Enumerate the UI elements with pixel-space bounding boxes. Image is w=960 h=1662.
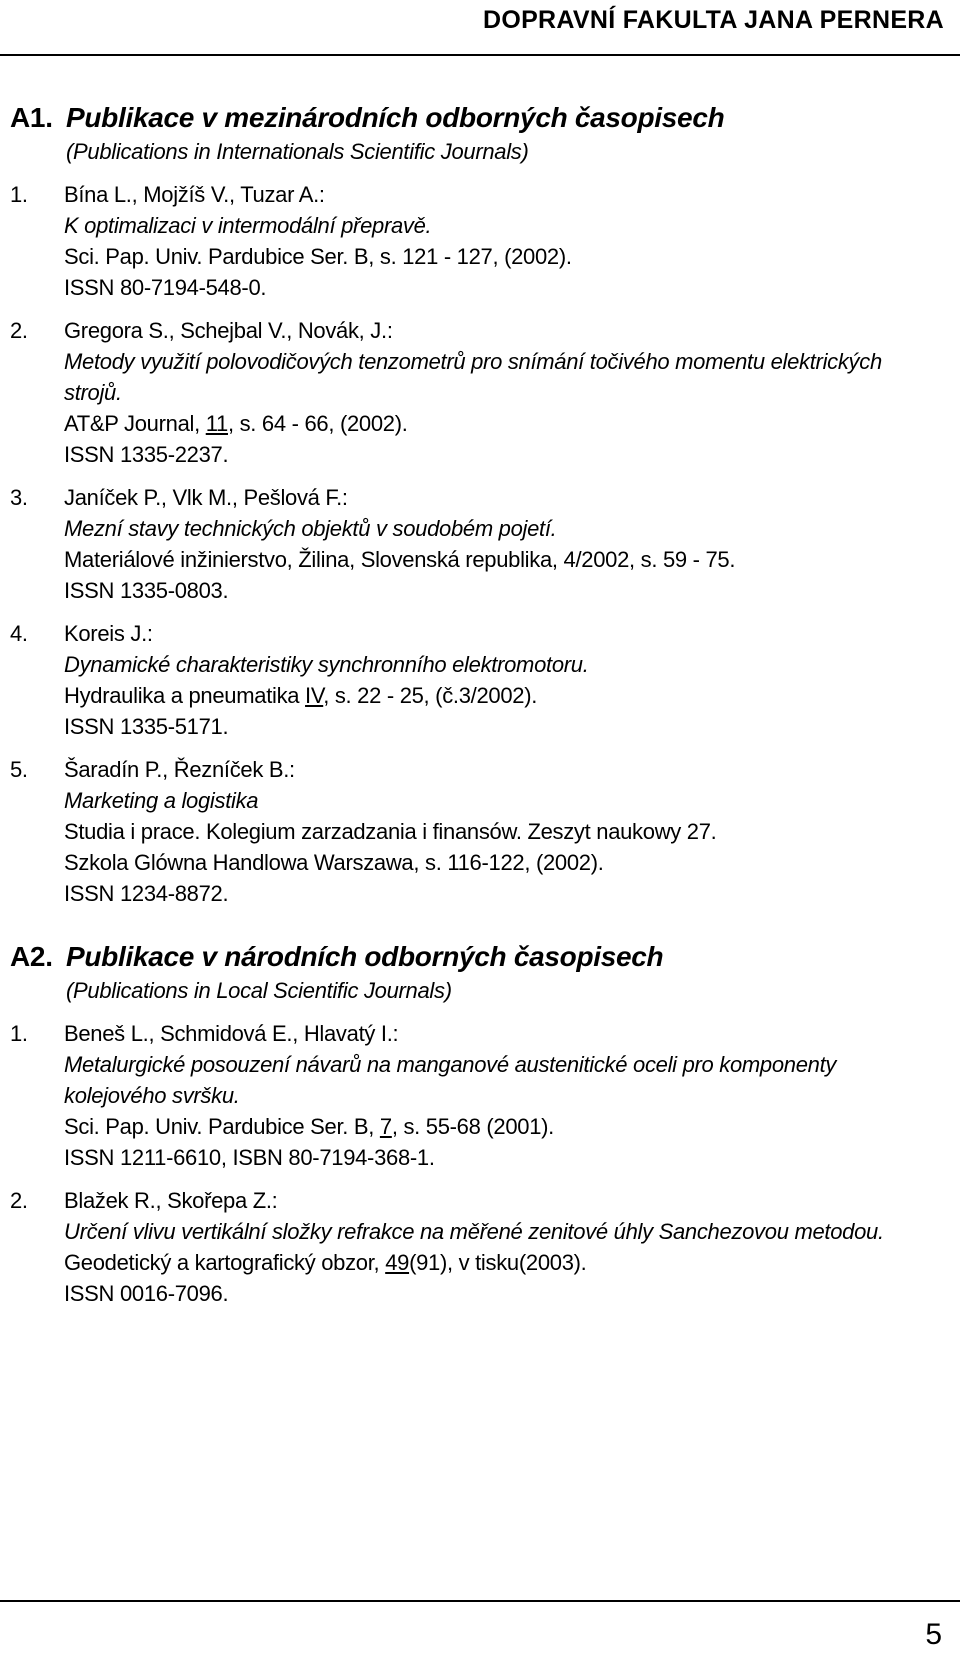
source-text: Sci. Pap. Univ. Pardubice Ser. B, bbox=[64, 1114, 380, 1139]
section-subtitle: (Publications in Internationals Scientific Journals) bbox=[66, 139, 529, 164]
item-authors: Gregora S., Schejbal V., Novák, J.: bbox=[64, 318, 393, 343]
item-source bbox=[64, 1247, 940, 1278]
item-source bbox=[64, 408, 940, 439]
item-title: Metody využití polovodičových tenzometrů pro snímání točivého momentu elektrických strojů. bbox=[64, 349, 882, 405]
item-title: Určení vlivu vertikální složky refrakce na měřené zenitové úhly Sanchezovou metodou. bbox=[64, 1219, 884, 1244]
item-source: Materiálové inžinierstvo, Žilina, Slovenská republika, 4/2002, s. 59 - 75. bbox=[64, 547, 736, 572]
item-number: 4. bbox=[10, 621, 28, 646]
item-number: 5. bbox=[10, 757, 28, 782]
volume-number: 7 bbox=[379, 1114, 392, 1139]
section-a2 bbox=[10, 939, 940, 1309]
page-number: 5 bbox=[925, 1618, 942, 1651]
source-text: Hydraulika a pneumatika bbox=[64, 683, 306, 708]
item-title: Metalurgické posouzení návarů na manganové austenitické oceli pro komponenty kolejového svršku. bbox=[64, 1052, 837, 1108]
source-text: (91), v tisku(2003). bbox=[409, 1250, 587, 1275]
source-text: , s. 22 - 25, (č.3/2002). bbox=[323, 683, 538, 708]
item-number: 1. bbox=[10, 1021, 28, 1046]
item-title: Dynamické charakteristiky synchronního elektromotoru. bbox=[64, 652, 589, 677]
item-authors: Bína L., Mojžíš V., Tuzar A.: bbox=[64, 182, 325, 207]
source-text: , s. 55-68 (2001). bbox=[391, 1114, 554, 1139]
item-authors: Beneš L., Schmidová E., Hlavatý I.: bbox=[64, 1021, 399, 1046]
item-body bbox=[64, 315, 940, 470]
item-body bbox=[64, 179, 940, 303]
header-rule bbox=[0, 54, 960, 56]
section-a1 bbox=[10, 100, 940, 909]
item-issn: ISSN 0016-7096. bbox=[64, 1281, 229, 1306]
list-item bbox=[10, 179, 940, 303]
item-source: Studia i prace. Kolegium zarzadzania i finansów. Zeszyt naukowy 27. bbox=[64, 819, 717, 844]
page-header: DOPRAVNÍ FAKULTA JANA PERNERA bbox=[482, 6, 944, 34]
item-body bbox=[64, 618, 940, 742]
source-text: AT&P Journal, bbox=[64, 411, 206, 436]
item-title: K optimalizaci v intermodální přepravě. bbox=[64, 213, 432, 238]
section-number: A1. bbox=[10, 102, 53, 133]
item-body bbox=[64, 1018, 940, 1173]
item-title: Mezní stavy technických objektů v soudobém pojetí. bbox=[64, 516, 557, 541]
section-heading: Publikace v mezinárodních odborných časopisech bbox=[66, 102, 725, 133]
item-issn: ISSN 1335-2237. bbox=[64, 442, 229, 467]
item-number: 3. bbox=[10, 485, 28, 510]
item-source: Sci. Pap. Univ. Pardubice Ser. B, s. 121 - 127, (2002). bbox=[64, 244, 572, 269]
source-text: Geodetický a kartografický obzor, bbox=[64, 1250, 386, 1275]
item-authors: Blažek R., Skořepa Z.: bbox=[64, 1188, 278, 1213]
volume-number: 11 bbox=[205, 411, 228, 436]
item-issn: ISSN 1211-6610, ISBN 80-7194-368-1. bbox=[64, 1145, 435, 1170]
list-item bbox=[10, 1185, 940, 1309]
item-number: 2. bbox=[10, 1188, 28, 1213]
item-issn: ISSN 80-7194-548-0. bbox=[64, 275, 267, 300]
footer-rule bbox=[0, 1600, 960, 1602]
list-item bbox=[10, 315, 940, 470]
list-item bbox=[10, 482, 940, 606]
section-subtitle: (Publications in Local Scientific Journals) bbox=[66, 978, 452, 1003]
list-item bbox=[10, 754, 940, 909]
list-item bbox=[10, 618, 940, 742]
item-issn: ISSN 1335-5171. bbox=[64, 714, 229, 739]
list-item bbox=[10, 1018, 940, 1173]
source-text: , s. 64 - 66, (2002). bbox=[227, 411, 408, 436]
item-body bbox=[64, 754, 940, 909]
item-body bbox=[64, 482, 940, 606]
volume-number: 49 bbox=[385, 1250, 410, 1275]
item-source-line2: Szkola Glówna Handlowa Warszawa, s. 116-122, (2002). bbox=[64, 850, 604, 875]
item-source bbox=[64, 1111, 940, 1142]
item-source bbox=[64, 680, 940, 711]
item-body bbox=[64, 1185, 940, 1309]
document-body bbox=[10, 100, 940, 1321]
section-number: A2. bbox=[10, 941, 53, 972]
item-number: 1. bbox=[10, 182, 28, 207]
item-issn: ISSN 1335-0803. bbox=[64, 578, 229, 603]
item-number: 2. bbox=[10, 318, 28, 343]
section-title bbox=[10, 939, 940, 975]
section-title bbox=[10, 100, 940, 136]
item-authors: Koreis J.: bbox=[64, 621, 153, 646]
item-authors: Janíček P., Vlk M., Pešlová F.: bbox=[64, 485, 348, 510]
section-heading: Publikace v národních odborných časopisech bbox=[66, 941, 664, 972]
item-issn: ISSN 1234-8872. bbox=[64, 881, 229, 906]
item-title: Marketing a logistika bbox=[64, 788, 259, 813]
item-authors: Šaradín P., Řezníček B.: bbox=[64, 757, 295, 782]
volume-number: IV bbox=[305, 683, 324, 708]
